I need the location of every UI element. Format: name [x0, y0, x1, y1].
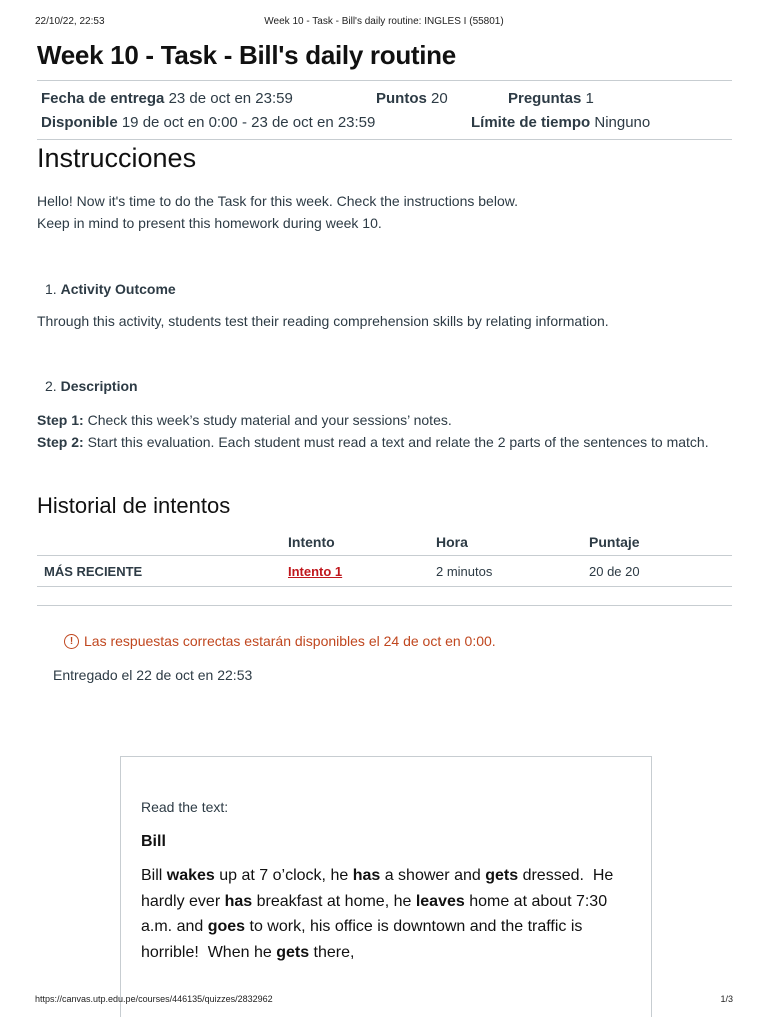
- step-2: [37, 431, 732, 453]
- question-box: [120, 756, 652, 1017]
- availability-value: 19 de oct en 0:00 - 23 de oct en 23:59: [121, 114, 376, 131]
- history-title: Historial de intentos: [37, 493, 231, 518]
- column-header: Puntaje: [582, 529, 732, 556]
- list-item-activity-outcome: [45, 278, 732, 300]
- print-header: [0, 16, 768, 32]
- question-body: Bill wakes up at 7 o’clock, he has a shower and gets dressed. He hardly ever has breakfast at home, he leaves home at about 7:30 a.m. and goes to work, his office is downtown and the traffic is horrible! When he gets there,: [141, 867, 614, 961]
- activity-outcome-text: Through this activity, students test their reading comprehension skills by relating information.: [37, 313, 609, 329]
- notice-text: Las respuestas correctas estarán disponibles el 24 de oct en 0:00.: [84, 633, 496, 649]
- due-date: [41, 87, 293, 111]
- time-limit-value: Ninguno: [594, 114, 651, 131]
- points-value: 20: [431, 90, 448, 107]
- column-header: Hora: [429, 529, 582, 556]
- step-1: [37, 409, 732, 431]
- print-page-title: Week 10 - Task - Bill's daily routine: INGLES I (55801): [264, 16, 504, 27]
- quiz-meta: [37, 80, 732, 140]
- page-title: Week 10 - Task - Bill's daily routine: [37, 40, 456, 70]
- time-limit: [471, 111, 650, 135]
- step-1-label: Step 1:: [37, 412, 84, 428]
- list-item-label: Activity Outcome: [60, 281, 176, 297]
- table-header-row: [37, 529, 732, 556]
- submitted-timestamp: Entregado el 22 de oct en 22:53: [53, 667, 253, 683]
- attempt-history-table: [37, 529, 732, 587]
- step-1-text: Check this week’s study material and your sessions’ notes.: [87, 412, 452, 428]
- most-recent-label: MÁS RECIENTE: [37, 556, 281, 587]
- list-item-description: [45, 375, 732, 397]
- instructions-intro-line-2: Keep in mind to present this homework during week 10.: [37, 215, 382, 231]
- points-label: Puntos: [376, 90, 427, 107]
- meta-row-2: [41, 111, 728, 135]
- due-date-value: 23 de oct en 23:59: [168, 90, 293, 107]
- print-url: https://canvas.utp.edu.pe/courses/446135/quizzes/2832962: [35, 994, 273, 1004]
- availability-label: Disponible: [41, 114, 118, 131]
- points: [376, 87, 448, 111]
- step-2-label: Step 2:: [37, 434, 84, 450]
- list-number: 2.: [45, 378, 57, 394]
- time-limit-label: Límite de tiempo: [471, 114, 591, 131]
- score-cell: 20 de 20: [582, 556, 732, 587]
- step-2-text: Start this evaluation. Each student must read a text and relate the 2 parts of the sentences to match.: [87, 434, 709, 450]
- table-row: [37, 556, 732, 587]
- instructions-title: Instrucciones: [37, 143, 197, 173]
- print-page-number: 1/3: [720, 994, 733, 1004]
- print-timestamp: 22/10/22, 22:53: [35, 16, 105, 27]
- quiz-content: [37, 36, 732, 686]
- questions-value: 1: [585, 90, 594, 107]
- meta-row-1: [41, 87, 728, 111]
- time-cell: 2 minutos: [429, 556, 582, 587]
- list-number: 1.: [45, 281, 57, 297]
- correct-answers-notice: [64, 630, 732, 652]
- questions: [508, 87, 594, 111]
- question-prompt: Read the text:: [141, 799, 229, 815]
- questions-label: Preguntas: [508, 90, 582, 107]
- list-item-label: Description: [60, 378, 138, 394]
- question-heading: Bill: [141, 833, 166, 850]
- column-header: Intento: [281, 529, 429, 556]
- column-header: [37, 529, 281, 556]
- instructions-intro-line-1: Hello! Now it's time to do the Task for this week. Check the instructions below.: [37, 193, 518, 209]
- attempt-cell: [281, 556, 429, 587]
- due-date-label: Fecha de entrega: [41, 90, 165, 107]
- availability: [41, 111, 375, 135]
- attempt-link[interactable]: Intento 1: [288, 563, 343, 579]
- warning-circle-icon: !: [64, 634, 79, 649]
